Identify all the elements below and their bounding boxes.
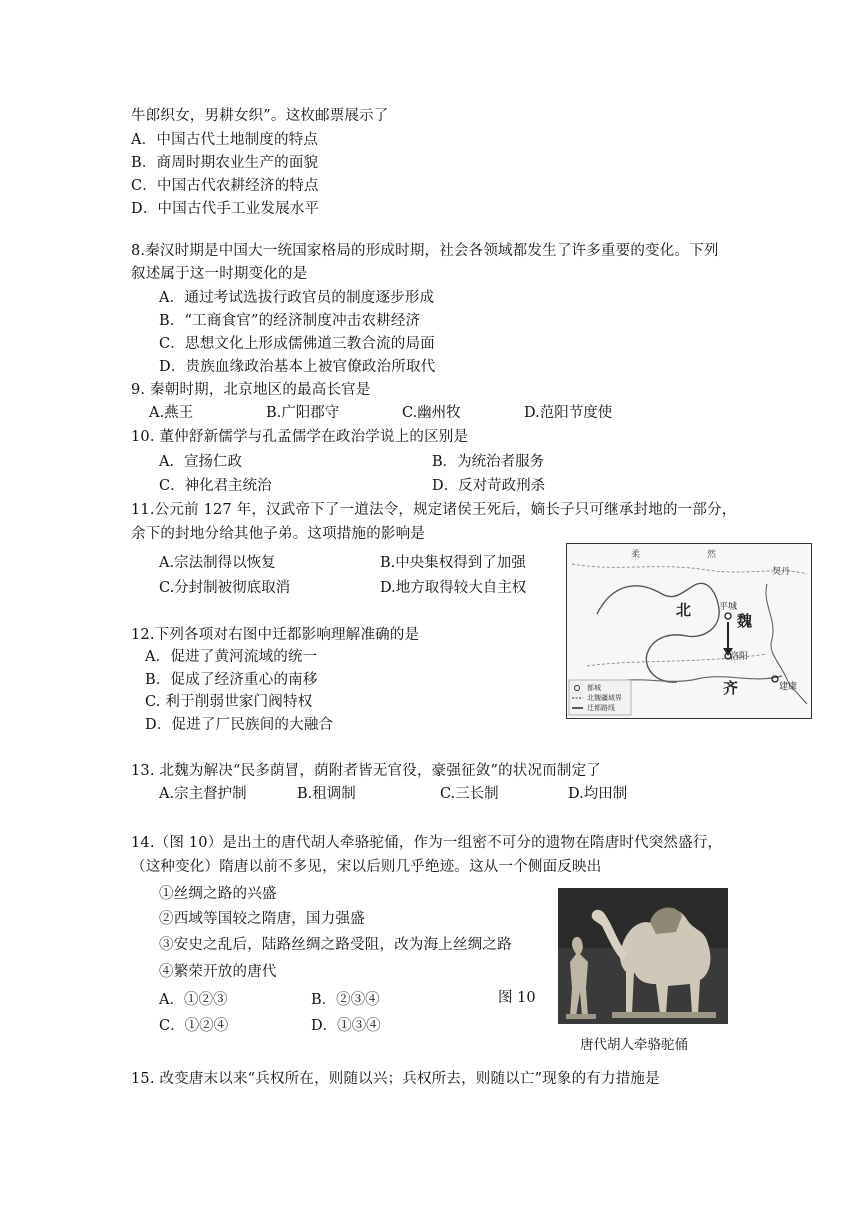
q12-stem: 12.下列各项对右图中迁都影响理解准确的是 — [131, 627, 420, 643]
q10-option-c: C．神化君主统治 — [159, 478, 272, 494]
q14-item-4: ④繁荣开放的唐代 — [159, 964, 277, 980]
q14-option-a: A．①②③ — [159, 992, 228, 1008]
q12-option-b: B．促成了经济重心的南移 — [145, 672, 318, 688]
map-label-bei: 北 — [676, 601, 692, 619]
q8-stem-line2: 叙述属于这一时期变化的是 — [131, 266, 308, 282]
map-label-pingcheng: 平城 — [719, 602, 738, 612]
q14-stem-line1: 14.（图 10）是出土的唐代胡人牵骆驼俑，作为一组密不可分的遗物在隋唐时代突然盛行， — [131, 835, 723, 851]
q7-stem-tail: 牛郎织女，男耕女织”。这枚邮票展示了 — [131, 108, 389, 124]
q8-stem-line1: 8.秦汉时期是中国大一统国家格局的形成时期，社会各领域都发生了许多重要的变化。下列 — [131, 243, 719, 259]
q8-option-c: C．思想文化上形成儒佛道三教合流的局面 — [159, 336, 435, 352]
q12-option-c: C. 利于削弱世家门阀特权 — [145, 694, 313, 710]
q9-option-d: D.范阳节度使 — [524, 405, 613, 421]
map-label-top-right: 契丹 — [772, 567, 791, 577]
map-label-wei: 魏 — [737, 612, 753, 630]
q11-stem-line2: 余下的封地分给其他子弟。这项措施的影响是 — [131, 526, 425, 542]
q15-stem: 15. 改变唐末以来“兵权所在，则随以兴；兵权所去，则随以亡”现象的有力措施是 — [131, 1071, 660, 1087]
map-legend-border: 北魏疆域界 — [587, 694, 622, 702]
q8-option-d: D．贵族血缘政治基本上被官僚政治所取代 — [159, 359, 436, 375]
q11-option-b: B.中央集权得到了加强 — [380, 555, 526, 571]
q9-option-a: A.燕王 — [149, 405, 194, 421]
q11-option-c: C.分封制被彻底取消 — [159, 580, 291, 596]
q9-option-b: B.广阳郡守 — [266, 405, 340, 421]
q10-option-b: B．为统治者服务 — [432, 454, 545, 470]
q13-stem: 13. 北魏为解决“民多荫冒，荫附者皆无官役，豪强征敛”的状况而制定了 — [131, 763, 601, 779]
q14-item-2: ②西域等国较之隋唐，国力强盛 — [159, 911, 365, 927]
q10-option-a: A．宣扬仁政 — [159, 454, 242, 470]
q14-figure-label: 图 10 — [498, 990, 536, 1006]
q7-option-c: C．中国古代农耕经济的特点 — [131, 178, 319, 194]
q8-option-b: B．“工商食官”的经济制度冲击农耕经济 — [159, 313, 421, 329]
map-label-luoyang: 洛阳 — [730, 652, 749, 662]
camel-figurine-drawing — [558, 888, 728, 1024]
map-label-qi: 齐 — [723, 679, 739, 697]
photo-caption: 唐代胡人牵骆驼俑 — [580, 1037, 688, 1053]
q13-option-b: B.租调制 — [297, 786, 356, 802]
q7-option-b: B．商周时期农业生产的面貌 — [131, 155, 319, 171]
q11-stem-line1: 11.公元前 127 年，汉武帝下了一道法令，规定诸侯王死后，嫡长子只可继承封地的一部分， — [131, 502, 737, 518]
q11-option-a: A.宗法制得以恢复 — [159, 555, 276, 571]
q12-option-a: A．促进了黄河流域的统一 — [145, 649, 318, 665]
q14-option-c: C．①②④ — [159, 1018, 229, 1034]
map-label-top-left: 柔 — [631, 550, 641, 560]
q14-item-3: ③安史之乱后，陆路丝绸之路受阻，改为海上丝绸之路 — [159, 937, 512, 953]
q10-stem: 10. 董仲舒新儒学与孔孟儒学在政治学说上的区别是 — [131, 429, 469, 445]
q8-option-a: A．通过考试选拔行政官员的制度逐步形成 — [159, 290, 435, 306]
q9-option-c: C.幽州牧 — [402, 405, 461, 421]
map-label-jiankang: 建康 — [779, 682, 798, 692]
q13-option-d: D.均田制 — [568, 786, 628, 802]
northern-wei-migration-map — [566, 543, 812, 719]
q10-option-d: D．反对苛政刑杀 — [432, 478, 546, 494]
map-legend-route: 迁都路线 — [587, 704, 615, 712]
camel-figurine-photo — [558, 888, 728, 1024]
q7-option-a: A．中国古代土地制度的特点 — [131, 132, 319, 148]
q12-option-d: D．促进了厂民族间的大融合 — [145, 717, 334, 733]
q7-option-d: D．中国古代手工业发展水平 — [131, 201, 320, 217]
q14-stem-line2: （这种变化）隋唐以前不多见，宋以后则几乎绝迹。这从一个侧面反映出 — [131, 859, 602, 875]
q13-option-a: A.宗主督护制 — [159, 786, 247, 802]
q14-option-d: D．①③④ — [311, 1018, 381, 1034]
q9-stem: 9. 秦朝时期，北京地区的最高长官是 — [131, 382, 371, 398]
map-legend-capital: 都城 — [587, 684, 601, 692]
q14-item-1: ①丝绸之路的兴盛 — [159, 886, 277, 902]
q11-option-d: D.地方取得较大自主权 — [380, 580, 527, 596]
map-label-top-mid: 然 — [707, 550, 717, 560]
q13-option-c: C.三长制 — [440, 786, 499, 802]
q14-option-b: B．②③④ — [311, 992, 380, 1008]
